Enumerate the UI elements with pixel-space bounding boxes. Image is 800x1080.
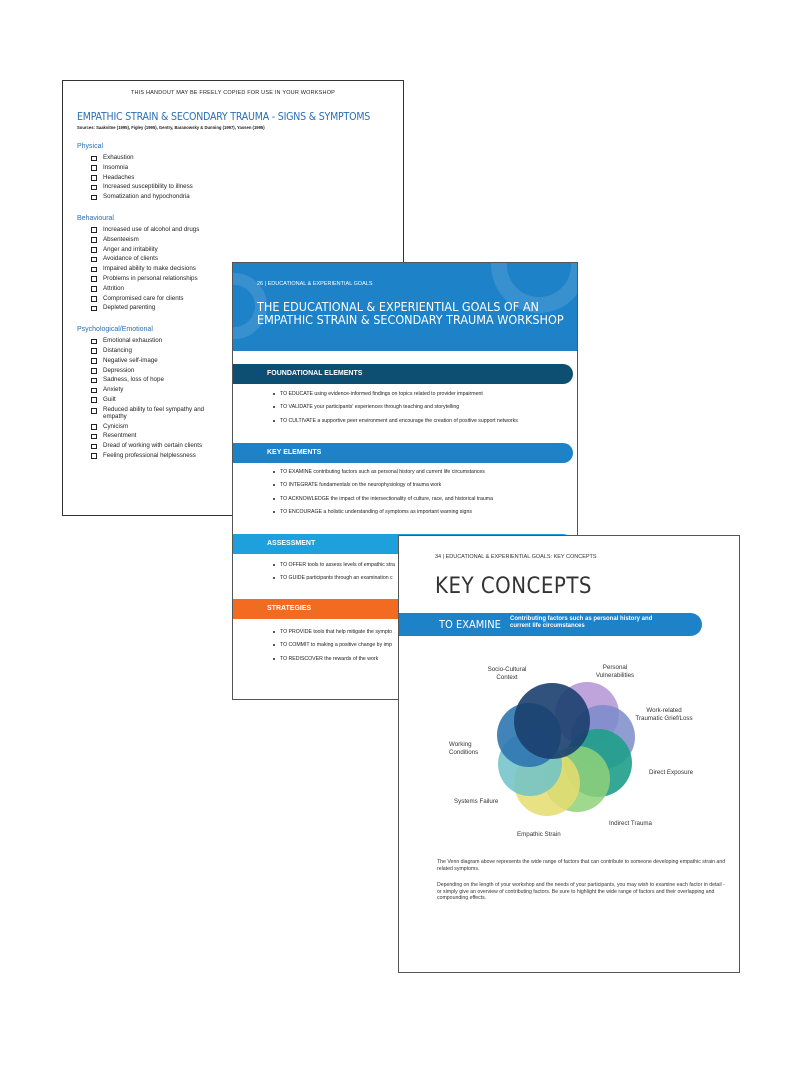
venn-circles — [497, 682, 635, 816]
list-item: Dread of working with certain clients — [91, 441, 389, 451]
list-item: Depleted parenting — [91, 303, 389, 313]
page-title: EMPATHIC STRAIN & SECONDARY TRAUMA - SIGNS & SYMPTOMS — [77, 111, 371, 123]
label-personal: Vulnerabilities — [595, 672, 635, 679]
list-item: TO CULTIVATE a supportive peer environment and encourage the creation of positive support networks — [273, 418, 563, 424]
list-item: TO GUIDE participants through an examination c — [273, 575, 563, 581]
paragraph: Depending on the length of your workshop and the needs of your participants, you may wish to examine each factor in detail - or simply give an overview of contributing factors. Be sure to highlight the wide range of factors and their overlapping and compounding effects. — [437, 882, 725, 901]
label-direct-exposure: Direct Exposure — [649, 769, 694, 776]
list-item: TO EDUCATE using evidence-informed findings on topics related to provider impairment — [273, 391, 563, 397]
list-item: Reduced ability to feel sympathy and empathy — [91, 406, 213, 421]
section-heading-behavioural: Behavioural — [77, 214, 114, 222]
list-item: Absenteeism — [91, 235, 389, 245]
list-item: TO INTEGRATE fundamentals on the neurophysiology of trauma work — [273, 482, 563, 488]
section-heading-physical: Physical — [77, 143, 104, 150]
label-sociocultural: Context — [496, 674, 518, 681]
list-item: Problems in personal relationships — [91, 274, 389, 284]
sources-line: Sources: Saakvitne (1995), Figley (1995), Gentry, Baranowsky & Dunning (1997), Yassen (1995) — [77, 125, 265, 130]
list-item: TO COMMIT to making a positive change by imp — [273, 642, 563, 648]
list-item: Resentment — [91, 431, 389, 441]
label-sociocultural: Socio-Cultural — [487, 666, 527, 673]
physical-list — [77, 153, 389, 202]
label-working-conditions: Working — [449, 741, 472, 748]
list-item: Exhaustion — [91, 153, 389, 163]
page-title: KEY CONCEPTS — [435, 574, 592, 599]
label-systems-failure: Systems Failure — [454, 798, 499, 805]
section-bar-strategies: STRATEGIES — [233, 599, 573, 619]
key-list — [273, 469, 563, 522]
list-item: Increased use of alcohol and drugs — [91, 225, 389, 235]
list-item: Distancing — [91, 346, 389, 356]
list-item: Sadness, loss of hope — [91, 375, 389, 385]
label-empathic-strain: Empathic Strain — [517, 831, 561, 838]
list-item: Anger and irritability — [91, 245, 389, 255]
title-banner — [233, 263, 577, 351]
bar-description-line: Contributing factors such as personal history and — [510, 616, 653, 622]
list-item: TO ENCOURAGE a holistic understanding of symptoms as important warning signs — [273, 509, 563, 515]
list-item: Cynicism — [91, 422, 389, 432]
list-item: TO EXAMINE contributing factors such as personal history and current life circumstances — [273, 469, 563, 475]
foundational-list — [273, 391, 563, 431]
list-item: Attrition — [91, 284, 389, 294]
list-item: Feeling professional helplessness — [91, 451, 389, 461]
list-item: Negative self-image — [91, 356, 389, 366]
paragraph: The Venn diagram above represents the wide range of factors that can contribute to someone developing empathic strain and related symptoms. — [437, 859, 726, 872]
section-heading-psychological: Psychological/Emotional — [77, 326, 153, 334]
page-header: 34 | EDUCATIONAL & EXPERIENTIAL GOALS: KEY CONCEPTS — [435, 554, 597, 560]
list-item: Compromised care for clients — [91, 294, 389, 304]
key-concepts-page — [398, 535, 740, 973]
page-title — [257, 300, 577, 326]
list-item: Insomnia — [91, 163, 389, 173]
list-item: Depression — [91, 366, 389, 376]
list-item: Avoidance of clients — [91, 254, 389, 264]
list-item: TO ACKNOWLEDGE the impact of the intersectionality of culture, race, and historical trauma — [273, 496, 520, 502]
copy-notice: THIS HANDOUT MAY BE FREELY COPIED FOR USE IN YOUR WORKSHOP — [130, 90, 336, 96]
venn-circle-sociocultural — [514, 683, 590, 759]
list-item: Increased susceptibility to illness — [91, 182, 389, 192]
bar-label: TO EXAMINE — [439, 618, 501, 631]
label-personal: Personal — [602, 664, 628, 671]
list-item: TO OFFER tools to assess levels of empathic stra — [273, 562, 563, 568]
page-header: 26 | EDUCATIONAL & EXPERIENTIAL GOALS — [257, 281, 373, 287]
list-item: Emotional exhaustion — [91, 336, 389, 346]
list-item: Impaired ability to make decisions — [91, 264, 389, 274]
title-line: EMPATHIC STRAIN & SECONDARY TRAUMA WORKSHOP — [257, 312, 564, 327]
list-item: TO VALIDATE your participants' experiences through teaching and storytelling — [273, 404, 563, 410]
section-bar-assessment: ASSESSMENT — [233, 534, 573, 554]
list-item: Headaches — [91, 173, 389, 183]
bar-description-line: current life circumstances — [510, 623, 585, 629]
list-item: TO REDISCOVER the rewards of the work — [273, 656, 563, 662]
label-workrelated: Work-related — [646, 707, 682, 714]
section-bar-foundational: FOUNDATIONAL ELEMENTS — [233, 364, 573, 384]
title-line: THE EDUCATIONAL & EXPERIENTIAL GOALS OF AN — [257, 299, 539, 314]
list-item: TO PROVIDE tools that help mitigate the sympto — [273, 629, 563, 635]
list-item: Anxiety — [91, 385, 389, 395]
venn-diagram — [399, 536, 739, 972]
label-indirect-trauma: Indirect Trauma — [609, 820, 652, 827]
list-item: Guilt — [91, 395, 389, 405]
label-working-conditions: Conditions — [449, 749, 479, 756]
section-bar-key: KEY ELEMENTS — [233, 443, 573, 463]
label-workrelated: Traumatic Grief/Loss — [635, 715, 693, 722]
list-item: Somatization and hypochondria — [91, 192, 389, 202]
